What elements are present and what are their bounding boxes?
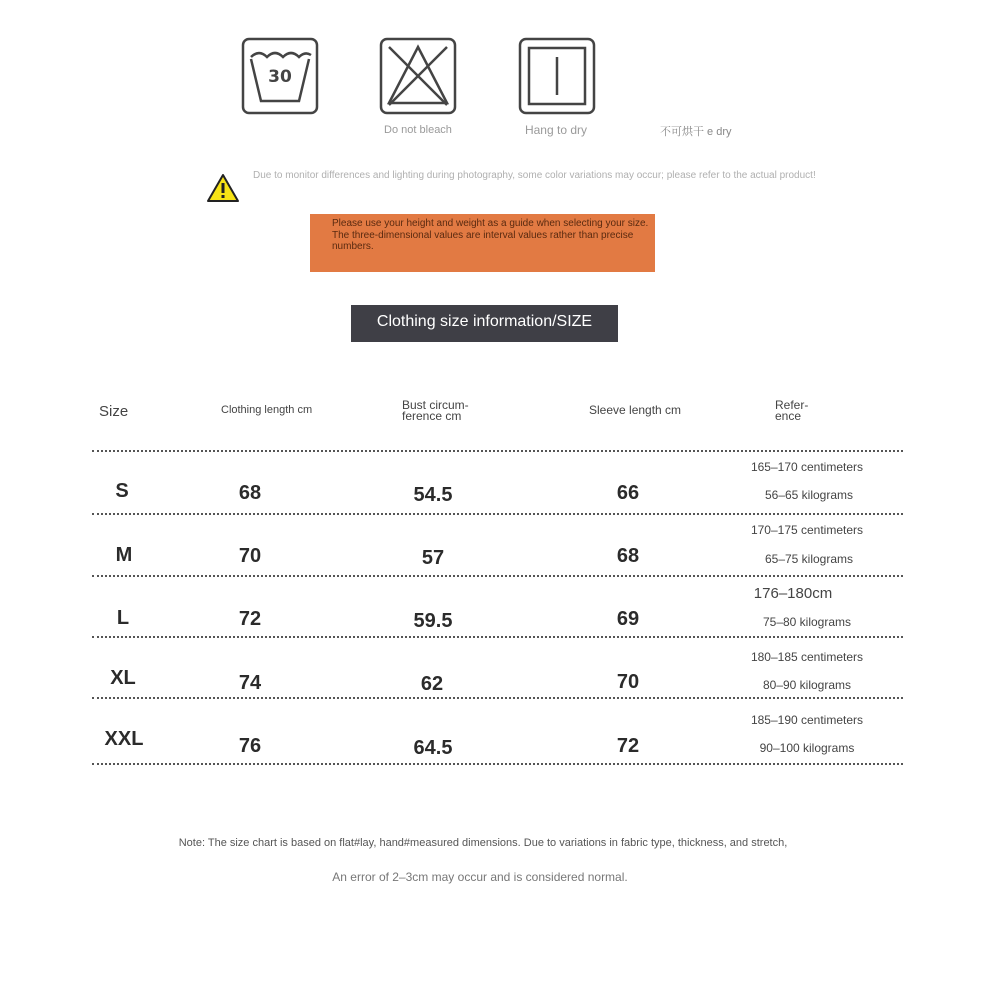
length-cell: 70 (238, 545, 262, 567)
weight-ref: 90–100 kilograms (759, 741, 855, 755)
length-cell: 68 (238, 482, 262, 504)
header-reference: Refer- ence (775, 398, 809, 423)
row-divider (92, 575, 903, 577)
guide-line-2: The three-dimensional values are interval values rather than precise numbers. (332, 230, 634, 252)
row-divider (92, 450, 903, 452)
header-sleeve-length: Sleeve length cm (589, 403, 682, 417)
length-cell: 74 (238, 672, 262, 694)
size-cell: L (116, 607, 130, 629)
color-variation-notice: Due to monitor differences and lighting during photography, some color variations may occur; please refer to the actual product! (253, 170, 816, 181)
size-cell: XXL (104, 728, 144, 750)
row-divider (92, 697, 903, 699)
bust-cell: 64.5 (413, 737, 453, 759)
sleeve-cell: 66 (616, 482, 640, 504)
header-clothing-length: Clothing length cm (221, 404, 313, 416)
row-divider (92, 636, 903, 638)
weight-ref: 56–65 kilograms (764, 488, 854, 502)
header-bust: Bust circum- ference cm (402, 398, 469, 423)
length-cell: 76 (238, 735, 262, 757)
sleeve-cell: 72 (616, 735, 640, 757)
bust-cell: 62 (420, 673, 444, 695)
size-guide-box (310, 214, 655, 272)
guide-line-1: Please use your height and weight as a guide when selecting your size. (332, 218, 649, 229)
tumble-dry-label: 不可烘干 e dry (660, 126, 732, 138)
weight-ref: 75–80 kilograms (762, 615, 852, 629)
sleeve-cell: 68 (616, 545, 640, 567)
svg-text:30: 30 (268, 67, 292, 87)
footnote-line-1: Note: The size chart is based on flat#lay, hand#measured dimensions. Due to variations in fabric type, thickness, and stretch, (178, 837, 788, 849)
height-ref: 185–190 centimeters (750, 713, 864, 727)
bust-cell: 54.5 (413, 484, 453, 506)
hang-to-dry-label: Hang to dry (524, 123, 588, 137)
weight-ref: 65–75 kilograms (764, 552, 854, 566)
height-ref: 165–170 centimeters (750, 460, 864, 474)
hang-to-dry-icon (518, 37, 596, 115)
length-cell: 72 (238, 608, 262, 630)
do-not-bleach-label: Do not bleach (384, 124, 452, 136)
do-not-bleach-icon (379, 37, 457, 115)
sleeve-cell: 69 (616, 608, 640, 630)
height-ref: 176–180cm (753, 585, 833, 602)
warning-icon (206, 173, 240, 203)
size-cell: S (115, 480, 129, 502)
size-info-title: Clothing size information/SIZE (351, 305, 618, 342)
height-ref: 180–185 centimeters (750, 650, 864, 664)
header-size: Size (99, 403, 129, 420)
bust-cell: 57 (421, 547, 445, 569)
bust-cell: 59.5 (413, 610, 453, 632)
row-divider (92, 513, 903, 515)
size-cell: XL (110, 667, 136, 689)
tumble-dry-icon (656, 37, 734, 115)
size-cell: M (115, 544, 133, 566)
height-ref: 170–175 centimeters (750, 523, 864, 537)
sleeve-cell: 70 (616, 671, 640, 693)
row-divider (92, 763, 903, 765)
weight-ref: 80–90 kilograms (762, 678, 852, 692)
footnote-line-2: An error of 2–3cm may occur and is considered normal. (332, 870, 628, 884)
wash-30-icon (241, 37, 319, 115)
